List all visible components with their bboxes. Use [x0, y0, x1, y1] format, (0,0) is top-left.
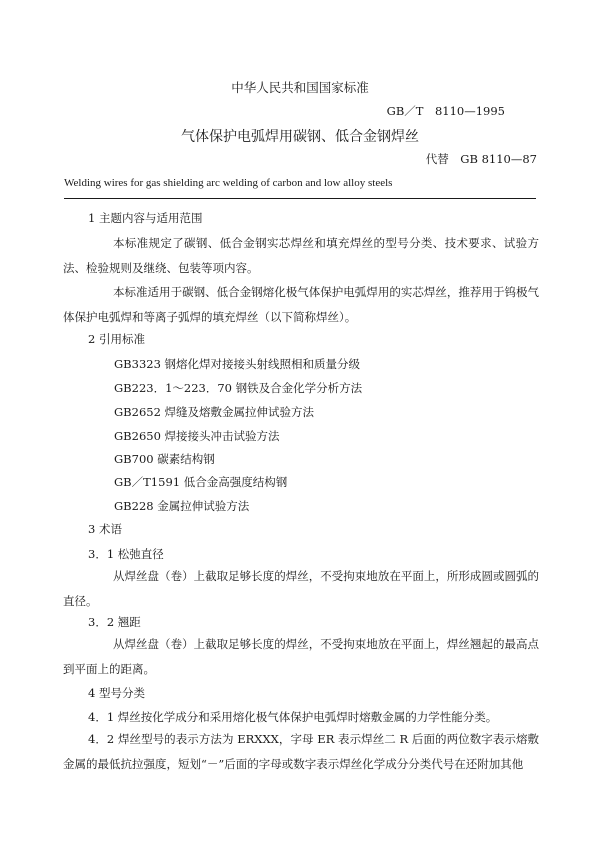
subsection-3-2-heading: 3．2 翘距 — [88, 615, 141, 629]
section-1-paragraph-1: 本标准规定了碳钢、低合金钢实芯焊丝和填充焊丝的型号分类、技术要求、试验方法、检验规则及继绕、包装等项内容。 — [63, 236, 539, 275]
reference-item: GB700 碳素结构钢 — [114, 452, 215, 466]
reference-item: GB223．1～223．70 钢铁及合金化学分析方法 — [114, 381, 363, 395]
document-title: 气体保护电弧焊用碳钢、低合金钢焊丝 — [181, 129, 419, 145]
replaces-standard: 代替 GB 8110—87 — [425, 152, 537, 166]
section-1-paragraph-2: 本标准适用于碳钢、低合金钢熔化极气体保护电弧焊用的实芯焊丝，推荐用于钨极气体保护电弧焊和等离子弧焊的填充焊丝（以下简称焊丝）。 — [63, 285, 539, 324]
section-1-heading: 1 主题内容与适用范围 — [88, 211, 203, 225]
section-4-item-2: 4．2 焊丝型号的表示方法为 ERXXX，字母 ER 表示焊丝二 R 后面的两位数字表示熔敷金属的最低抗拉强度，短划“－”后面的字母或数字表示焊丝化学成分分类代号在还附加其他 — [63, 732, 539, 771]
header-divider — [64, 198, 536, 199]
subsection-3-1-heading: 3．1 松弛直径 — [88, 547, 164, 561]
section-4-item-1: 4．1 焊丝按化学成分和采用熔化极气体保护电弧焊时熔敷金属的力学性能分类。 — [88, 710, 498, 724]
national-standard-label: 中华人民共和国国家标准 — [231, 80, 369, 95]
section-2-heading: 2 引用标准 — [88, 332, 145, 346]
subsection-3-1-text: 从焊丝盘（卷）上截取足够长度的焊丝，不受拘束地放在平面上，所形成圆或圆弧的直径。 — [63, 569, 539, 608]
subsection-3-2-text: 从焊丝盘（卷）上截取足够长度的焊丝，不受拘束地放在平面上，焊丝翘起的最高点到平面上的距离。 — [63, 637, 539, 676]
reference-item: GB2652 焊缝及熔敷金属拉伸试验方法 — [114, 405, 315, 419]
section-3-heading: 3 术语 — [88, 522, 122, 536]
reference-item: GB228 金属拉伸试验方法 — [114, 499, 250, 513]
english-title: Welding wires for gas shielding arc welding of carbon and low alloy steels — [64, 177, 393, 189]
standard-number: GB／T 8110—1995 — [386, 104, 505, 118]
reference-item: GB2650 焊接接头冲击试验方法 — [114, 429, 280, 443]
reference-item: GB／T1591 低合金高强度结构钢 — [114, 475, 288, 489]
section-4-heading: 4 型号分类 — [88, 686, 145, 700]
reference-item: GB3323 钢熔化焊对接接头射线照相和质量分级 — [114, 357, 361, 371]
